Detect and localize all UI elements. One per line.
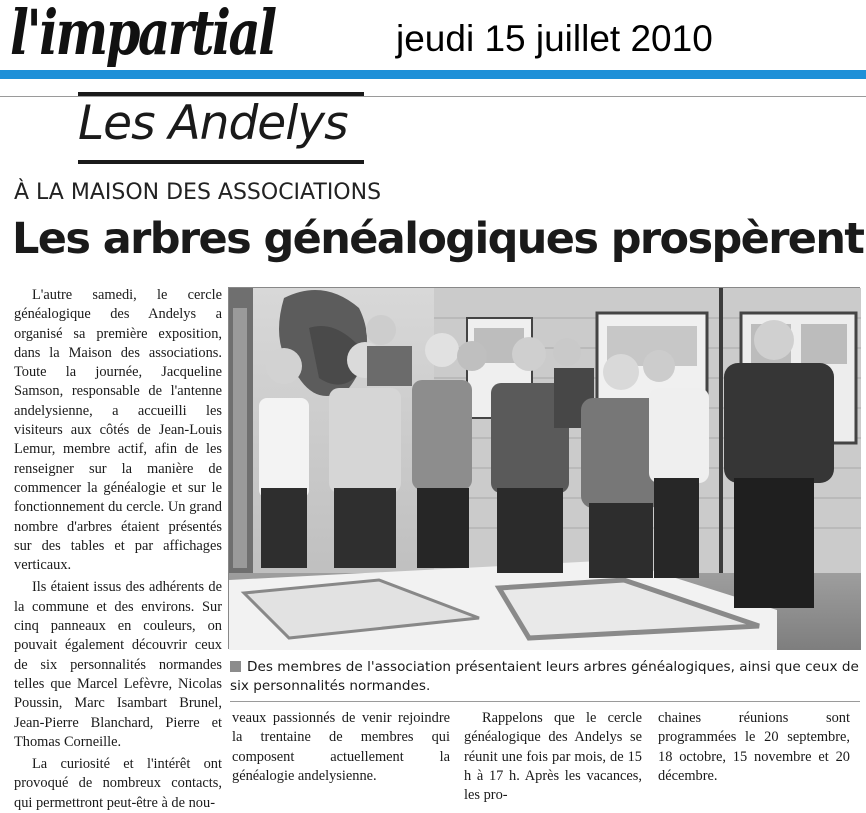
group-photo xyxy=(228,287,860,649)
masthead-rule xyxy=(0,70,866,79)
section-underline xyxy=(78,160,364,164)
article-column-2 xyxy=(232,709,450,786)
paragraph: chaines réunions sont programmées le 20 septembre, 18 octobre, 15 novembre et 20 décembre. xyxy=(658,710,850,784)
article-column-4 xyxy=(658,709,850,786)
paragraph: La curiosité et l'intérêt ont provoqué de nombreux contacts, qui permettront peut-être à de nou- xyxy=(14,756,222,811)
paragraph: veaux passionnés de venir rejoindre la trentaine de membres qui composent actuellement la généalogie andelysienne. xyxy=(232,710,450,784)
caption-text: Des membres de l'association présentaient leurs arbres généalogiques, ainsi que ceux de six personnalités normandes. xyxy=(230,659,859,694)
caption-divider xyxy=(230,701,860,702)
paragraph: Ils étaient issus des adhérents de la commune et des environs. Sur cinq panneaux en couleurs, on pouvait également découvrir ceux de six personnalités normandes telles que Marcel Lefèvre, Nicolas Poussin, Marc Isambart Brunel, Jean-Pierre Blanchard, Pierre et Thomas Corneille. xyxy=(14,579,222,750)
publication-date: jeudi 15 juillet 2010 xyxy=(396,18,713,59)
newspaper-logo: l'impartial xyxy=(10,0,275,69)
masthead xyxy=(0,0,866,82)
paragraph: Rappelons que le cercle généalogique des Andelys se réunit une fois par mois, de 15 h à 17 h. Après les vacances, les pro- xyxy=(464,710,642,804)
article-column-1 xyxy=(14,286,222,813)
article-column-3 xyxy=(464,709,642,805)
headline: Les arbres généalogiques prospèrent xyxy=(12,214,864,264)
caption-marker xyxy=(230,661,241,672)
section-title: Les Andelys xyxy=(78,96,348,151)
photo-illustration xyxy=(229,288,861,650)
photo-caption xyxy=(230,658,860,696)
kicker: À LA MAISON DES ASSOCIATIONS xyxy=(14,180,382,205)
paragraph: L'autre samedi, le cercle généalogique des Andelys a organisé sa première exposition, dans la Maison des associations. Toute la journée, Jacqueline Samson, responsable de l'antenne andelysienne, a accueilli les visiteurs aux côtés de Jean-Louis Lemur, membre actif, afin de les renseigner sur la manière de commencer la généalogie et sur le fonctionnement du cercle. Un grand nombre d'arbres étaient présentés sur des tables et par affichages verticaux. xyxy=(14,287,222,574)
